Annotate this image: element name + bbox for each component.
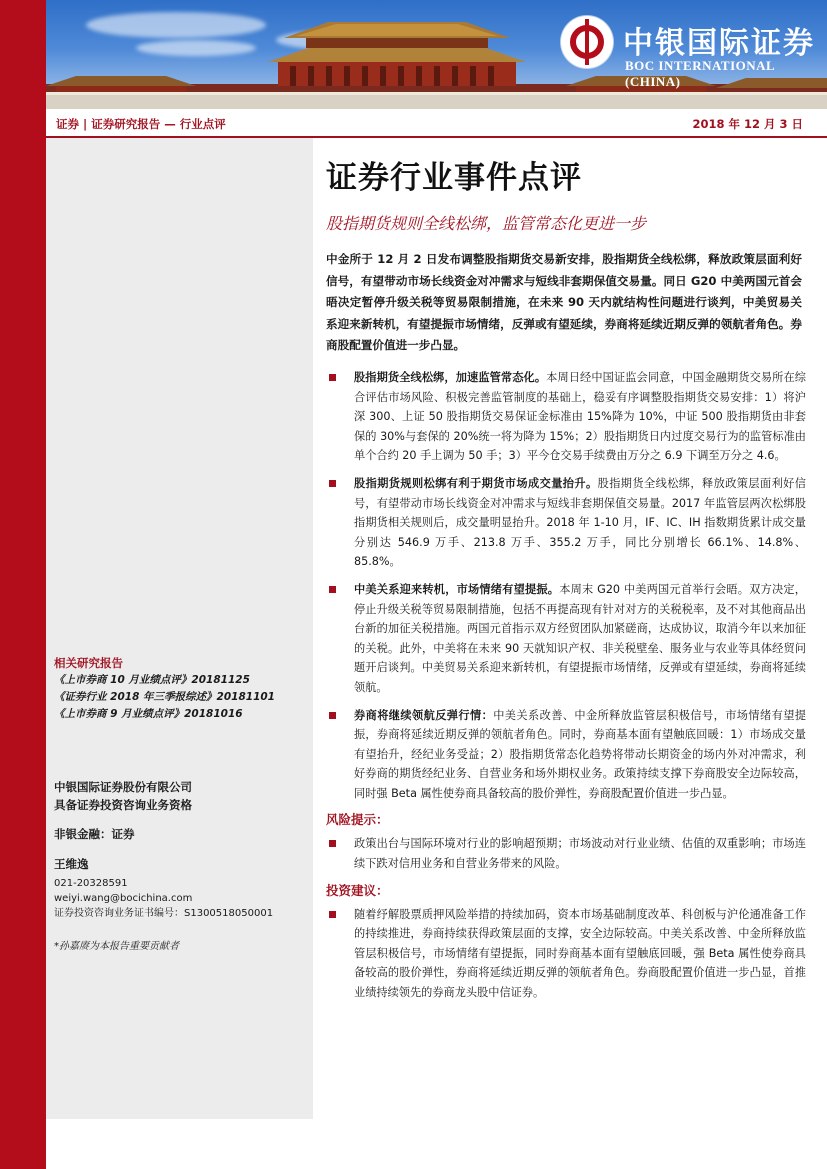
- contributor-note: *孙嘉赓为本报告重要贡献者: [54, 941, 179, 952]
- brand-name-en: BOC INTERNATIONAL (CHINA): [625, 58, 775, 89]
- report-summary: 中金所于 12 月 2 日发布调整股指期货交易新安排，股指期货全线松绑，释放政策层面利好信号，有望带动市场长线资金对冲需求与短线非套期保值交易量。同日 G20 中美两国元首会晤决定暂停升级关税等贸易限制措施，在未来 90 天内就结构性问题进行谈判，中美贸易关系迎来新转机，有望提振市场情绪，反弹或有望延续，券商将延续近期反弹的领航者角色。券商股配置价值进一步凸显。: [326, 252, 802, 352]
- risk-point: [326, 834, 806, 873]
- bank-emblem-icon: [561, 16, 613, 68]
- bullet-square-icon: [329, 374, 336, 381]
- report-date: 2018 年 12 月 3 日: [692, 117, 803, 131]
- investment-body: 随着纾解股票质押风险举措的持续加码，资本市场基础制度改革、科创板与沪伦通准备工作的持续推进，券商持续获得政策层面的支撑，安全边际较高。中美关系改善、中金所释放监管层积极信号，市场情绪有望提振，同时券商基本面有望触底回暖，强 Beta 属性使券商具备较高的股价弹性，券商将延续近期反弹的领航者角色。券商股配置价值进一步凸显，首推业绩持续领先的券商龙头股中信证券。: [354, 907, 806, 1000]
- sector-label: 非银金融：证券: [54, 827, 135, 841]
- key-point: [326, 706, 806, 804]
- key-point-lead: 股指期货全线松绑，加速监管常态化。: [354, 371, 547, 384]
- report-subtitle: 股指期货规则全线松绑，监管常态化更进一步: [326, 214, 647, 233]
- related-report-item[interactable]: 《证券行业 2018 年三季报综述》20181101: [54, 691, 275, 703]
- key-points: [326, 368, 806, 1003]
- analyst-cert: 证券投资咨询业务证书编号：S1300518050001: [54, 908, 274, 919]
- risk-heading: 风险提示：: [326, 812, 389, 828]
- breadcrumb: 证券 | 证券研究报告 — 行业点评: [56, 117, 226, 131]
- bullet-square-icon: [329, 840, 336, 847]
- analyst-phone: 021-20328591: [54, 878, 128, 889]
- key-point-body: 本周日经中国证监会同意，中国金融期货交易所在综合评估市场风险、积极完善监管制度的基础上，稳妥有序调整股指期货交易安排：1）将沪深 300、上证 50 股指期货交易保证金标准由 15%降为 10%，中证 500 股指期货由非套保的 30%与套保的 20%统一将为降为 15%；2）股指期货日内过度交易行为的监管标准由单个合约 20 手上调为 50 手；3）平今仓交易手续费由万分之 6.9 下调至万分之 4.6。: [354, 371, 806, 463]
- company-qualification: 具备证券投资咨询业务资格: [54, 798, 192, 812]
- header-banner: [46, 0, 827, 109]
- analyst-contact: [54, 876, 273, 921]
- key-point-lead: 券商将继续领航反弹行情：: [354, 708, 494, 722]
- brand-logo: [517, 0, 827, 109]
- investment-heading: 投资建议：: [326, 882, 389, 898]
- key-point: [326, 580, 806, 698]
- risk-body: 政策出台与国际环境对行业的影响超预期；市场波动对行业业绩、估值的双重影响；市场连续下跌对信用业务和自营业务带来的风险。: [354, 837, 806, 871]
- key-point-body: 本周末 G20 中美两国元首举行会晤。双方决定，停止升级关税等贸易限制措施，包括不再提高现有针对对方的关税税率，及不对其他商品出台新的加征关税措施。两国元首指示双方经贸团队加紧磋商，达成协议，取消今年以来加征的关税。此外，中美将在未来 90 天就知识产权、非关税壁垒、服务业与农业等具体经贸问题开启谈判。中美贸易关系迎来新转机，有望提振市场情绪，反弹或有望延续，券商将延续领航。: [354, 582, 806, 694]
- report-header-strip: [46, 109, 827, 138]
- key-point: [326, 368, 806, 466]
- bullet-square-icon: [329, 586, 336, 593]
- key-point-body: 股指期货全线松绑，释放政策层面利好信号，有望带动市场长线资金对冲需求与短线非套期保值交易量。2017 年监管层两次松绑股指期货相关规则后，成交量明显抬升。2018 年 1-10 月，IF、IC、IH 指数期货累计成交量分别达 546.9 万手、213.8 万手、355.2 万手，同比分别增长 66.1%、14.8%、85.8%。: [354, 476, 806, 569]
- bullet-square-icon: [329, 712, 336, 719]
- related-reports-title: 相关研究报告: [54, 656, 123, 670]
- key-point: [326, 474, 806, 572]
- sidebar: [46, 138, 313, 1119]
- analyst-email[interactable]: weiyi.wang@bocichina.com: [54, 893, 193, 904]
- analyst-name: 王维逸: [54, 857, 89, 871]
- brand-left-bar: [0, 0, 46, 1169]
- key-point-lead: 中美关系迎来转机，市场情绪有望提振。: [354, 582, 560, 596]
- investment-point: [326, 905, 806, 1003]
- company-name: 中银国际证券股份有限公司: [54, 780, 192, 794]
- bullet-square-icon: [329, 480, 336, 487]
- brand-name-cn: 中银国际证券: [623, 26, 815, 61]
- bullet-square-icon: [329, 911, 336, 918]
- key-point-lead: 股指期货规则松绑有利于期货市场成交量抬升。: [354, 476, 598, 490]
- related-report-item[interactable]: 《上市券商 9 月业绩点评》20181016: [54, 708, 243, 720]
- key-point-body: 中美关系改善、中金所释放监管层积极信号，市场情绪有望提振，券商将延续近期反弹的领航者角色。同时，券商基本面有望触底回暖：1）市场成交量有望抬升，经纪业务受益；2）股指期货常态化趋势将带动长期资金的场内外对冲需求，利好券商的期货经纪业务、自营业务和场外期权业务。政策持续支撑下券商股安全边际较高，同时强 Beta 属性使券商具备较高的股价弹性，券商股配置价值进一步凸显。: [354, 708, 806, 800]
- related-reports-list: [54, 672, 309, 723]
- report-title: 证券行业事件点评: [326, 160, 582, 196]
- company-info: [54, 778, 192, 814]
- related-report-item[interactable]: 《上市券商 10 月业绩点评》20181125: [54, 674, 250, 686]
